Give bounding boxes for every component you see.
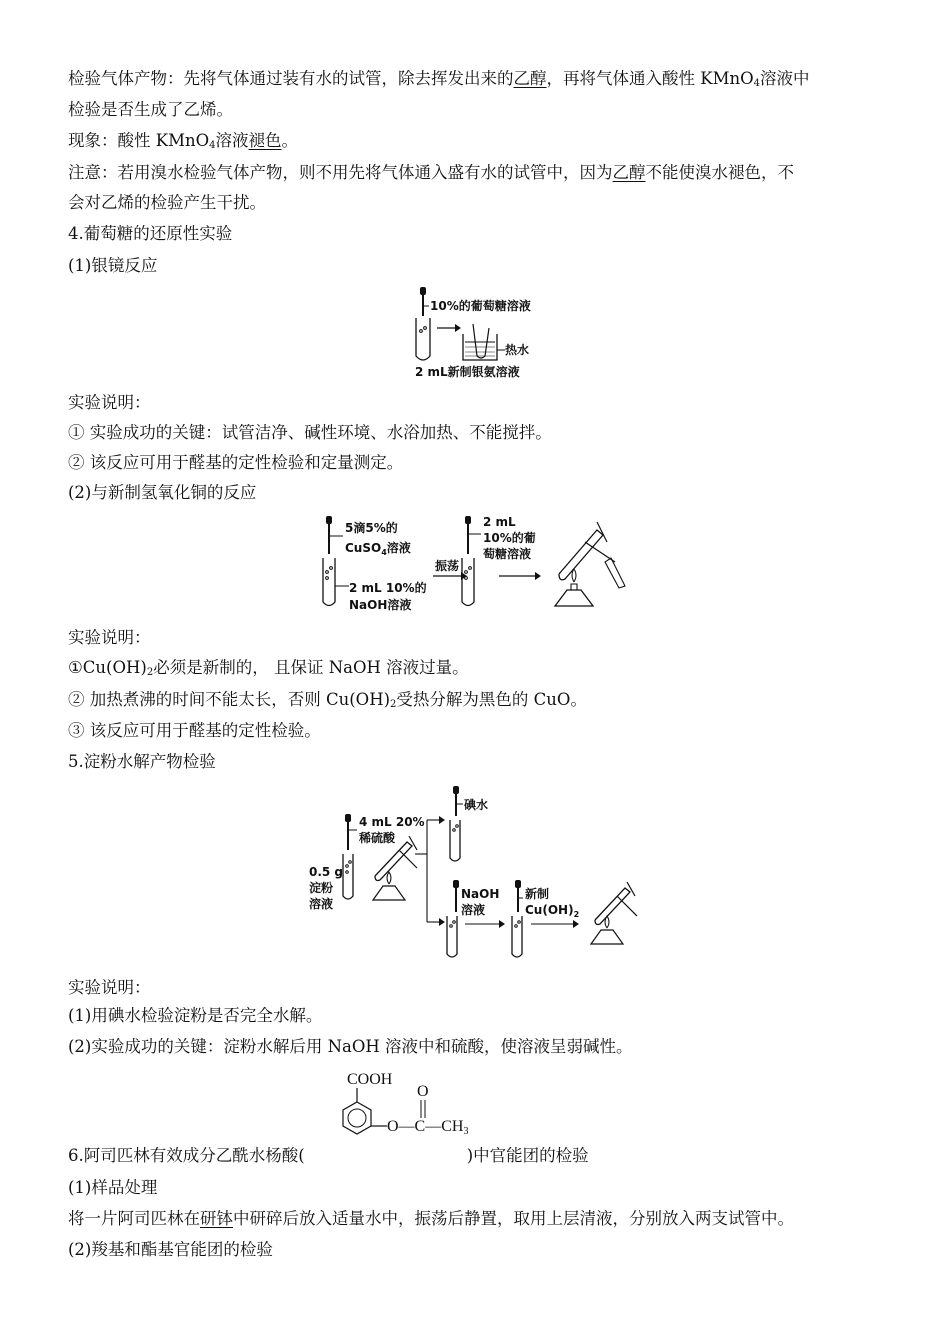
bubble (420, 330, 423, 333)
bubble (349, 861, 352, 864)
section-6-1-text: 将一片阿司匹林在研钵中研碎后放入适量水中，振荡后静置，取用上层清液，分别放入两支试管中。 (68, 1209, 794, 1228)
figure-silver-mirror-svg (405, 284, 550, 384)
underlined-mortar: 研钵 (200, 1209, 233, 1228)
paragraph-note: 注意：若用溴水检验气体产物，则不用先将气体通入盛有水的试管中，因为乙醇不能使溴水褪色，不 (68, 163, 794, 182)
bubble (453, 829, 456, 832)
dropper-bulb (515, 880, 521, 888)
arrow-head (439, 816, 445, 824)
test-tube (343, 854, 353, 899)
bubble (330, 567, 333, 570)
underlined-ethanol-2: 乙醇 (612, 163, 646, 182)
dropper-bulb (420, 287, 426, 295)
notes-2-item-2: ② 加热煮沸的时间不能太长，否则 $Cu(OH)_2$受热分解为黑色的 CuO。 (68, 690, 587, 710)
notes-2-head: 实验说明： (68, 628, 151, 647)
heated-tube (595, 888, 630, 925)
label-starch-2: 淀粉 (309, 881, 334, 895)
bubble (326, 571, 329, 574)
label-glucose-1: 2 mL (483, 515, 516, 529)
figure-starch-hydrolysis-svg (305, 784, 645, 966)
label-starch-3: 溶液 (309, 897, 334, 911)
section-5-title: 5.淀粉水解产物检验 (68, 752, 216, 771)
label-cuoh2-2: $Cu(OH)_2$ (525, 903, 580, 919)
notes-1-head: 实验说明： (68, 393, 151, 412)
ester-chain: O—C—CH3 (387, 1118, 469, 1137)
bubble (326, 577, 329, 580)
arrow-head (573, 920, 579, 928)
label-glucose: 10%的葡萄糖溶液 (430, 299, 531, 313)
arrow-head (535, 572, 541, 580)
label-glucose-3: 萄糖溶液 (483, 547, 532, 561)
figure-silver-mirror (405, 284, 550, 384)
paragraph-note-line2: 会对乙烯的检验产生干扰。 (68, 193, 266, 212)
label-acid-1: 4 mL 20% (359, 815, 425, 829)
test-tube (323, 558, 335, 606)
bubble (465, 577, 468, 580)
tube-holder-handle (605, 558, 625, 588)
bubble (465, 571, 468, 574)
label-acid-2: 稀硫酸 (359, 831, 396, 845)
section-4-1-title: (1)银镜反应 (68, 256, 158, 275)
underlined-fade: 褪色 (248, 131, 282, 150)
flame (387, 872, 391, 884)
arrow-head (499, 920, 505, 928)
section-6-title: 6.阿司匹林有效成分乙酰水杨酸( )中官能团的检验 (68, 1146, 589, 1165)
label-naoh-2: NaOH溶液 (349, 598, 412, 612)
label-cuso4-1: 5滴5%的 (345, 521, 398, 535)
label-silver-ammonia: 2 mL新制银氨溶液 (415, 365, 520, 379)
tube-holder (399, 850, 417, 868)
test-tube (462, 558, 474, 606)
notes-1-item-2: ② 该反应可用于醛基的定性检验和定量测定。 (68, 453, 404, 472)
lamp-wick (571, 584, 577, 590)
heated-tube (375, 842, 412, 881)
paragraph-gas-test: 检验气体产物：先将气体通过装有水的试管，除去挥发出来的乙醇，再将气体通入酸性 KMnO$_4$溶液中 (68, 69, 810, 89)
bubble (346, 871, 349, 874)
label-hot-water: 热水 (505, 343, 530, 357)
label-naoh-1: NaOH (461, 887, 500, 901)
notes-2-item-1: $①Cu(OH)_2$必须是新制的， 且保证 NaOH 溶液过量。 (68, 658, 469, 678)
label-naoh-1: 2 mL 10%的 (349, 581, 427, 595)
tube-holder (585, 542, 615, 562)
notes-3-item-2: (2)实验成功的关键：淀粉水解后用 NaOH 溶液中和硫酸，使溶液呈弱碱性。 (68, 1037, 633, 1056)
notes-2-item-3: ③ 该反应可用于醛基的定性检验。 (68, 721, 321, 740)
dropper-bulb (465, 516, 471, 524)
figure-copper-hydroxide-svg (315, 512, 635, 614)
tube-holder (617, 896, 637, 916)
dropper-bulb (453, 786, 459, 794)
bubble (469, 567, 472, 570)
notes-1-item-1: ① 实验成功的关键：试管洁净、碱性环境、水浴加热、不能搅拌。 (68, 423, 552, 442)
test-tube (416, 318, 430, 360)
label-cuoh2-1: 新制 (525, 887, 550, 901)
section-4-title: 4.葡萄糖的还原性实验 (68, 224, 233, 243)
paragraph-gas-test-line2: 检验是否生成了乙烯。 (68, 100, 233, 119)
notes-3-item-1: (1)用碘水检验淀粉是否完全水解。 (68, 1006, 323, 1025)
bubble (450, 925, 453, 928)
bubble (518, 921, 521, 924)
arrow-head (455, 324, 461, 332)
bubble (346, 865, 349, 868)
label-iodine: 碘水 (464, 798, 489, 812)
dropper-bulb (326, 516, 332, 524)
underlined-ethanol: 乙醇 (513, 69, 547, 88)
figure-copper-hydroxide (315, 512, 635, 614)
label-naoh-2: 溶液 (461, 903, 486, 917)
alcohol-lamp (555, 590, 593, 606)
tilted-tube (473, 324, 489, 358)
alcohol-lamp (591, 930, 623, 944)
bubble (515, 925, 518, 928)
label-glucose-2: 10%的葡 (483, 531, 536, 545)
benzene-ring (343, 1102, 371, 1134)
heated-tube (559, 530, 603, 580)
section-6-1-title: (1)样品处理 (68, 1178, 158, 1197)
section-4-2-title: (2)与新制氢氧化铜的反应 (68, 483, 257, 502)
label-shake: 振荡 (435, 559, 460, 573)
bubble (424, 327, 427, 330)
alcohol-lamp (373, 886, 405, 900)
benzene-circle (348, 1109, 366, 1127)
bubble (453, 921, 456, 924)
dropper-bulb (453, 880, 459, 888)
cooh-group: COOH (347, 1071, 393, 1088)
dropper-bulb (345, 814, 351, 822)
label-starch-1: 0.5 g (309, 865, 344, 879)
carbonyl-oxygen: O (417, 1083, 429, 1100)
figure-starch-hydrolysis (305, 784, 645, 966)
paragraph-phenomenon: 现象：酸性 KMnO$_4$溶液褪色。 (68, 131, 298, 151)
notes-3-head: 实验说明： (68, 978, 151, 997)
bubble (456, 825, 459, 828)
label-cuso4-2: CuSO$_4$溶液 (345, 541, 411, 557)
section-6-2-title: (2)羧基和酯基官能团的检验 (68, 1240, 273, 1259)
arrow-head (439, 918, 445, 926)
